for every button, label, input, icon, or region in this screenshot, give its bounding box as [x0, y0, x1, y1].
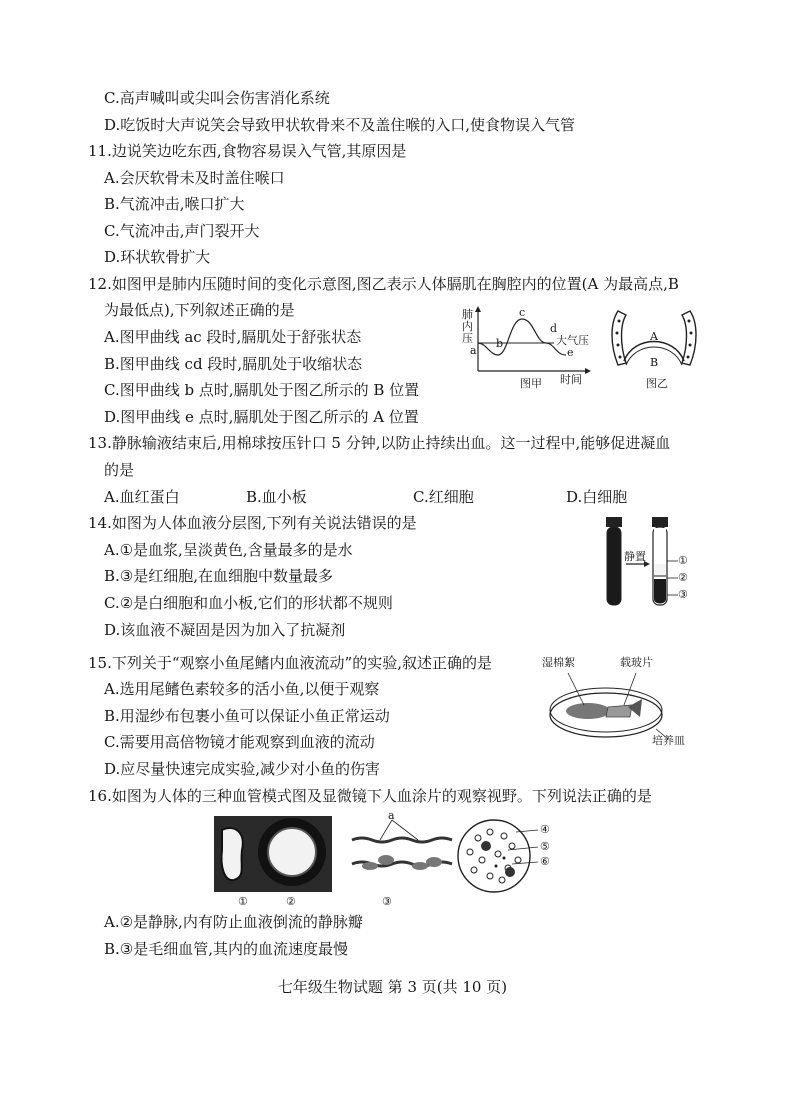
q16-fig-smear-label-4: ④ [540, 823, 550, 836]
blood-vessels-diagram [212, 810, 572, 908]
q13-option-b: B.血小板 [246, 488, 307, 506]
q16-fig-vessel-label-2: ② [286, 895, 296, 908]
q15-option-c: C.需要用高倍物镜才能观察到血液的流动 [104, 733, 375, 751]
q11-option-c: C.气流冲击,声门裂开大 [104, 222, 260, 240]
q12-fig-b-caption: 图乙 [646, 377, 668, 390]
q14-option-c: C.②是白细胞和血小板,它们的形状都不规则 [104, 594, 393, 612]
q12-stem-line2: 为最低点),下列叙述正确的是 [104, 301, 295, 319]
q12-option-a: A.图甲曲线 ac 段时,膈肌处于舒张状态 [104, 328, 362, 346]
q16-stem: 16.如图为人体的三种血管模式图及显微镜下人血涂片的观察视野。下列说法正确的是 [88, 787, 652, 805]
q12-fig-a-ylabel-2: 内 [462, 320, 473, 333]
q12-fig-a-xlabel: 时间 [560, 373, 582, 386]
q12-fig-a-point-b: b [496, 337, 504, 350]
q10-option-d: D.吃饭时大声说笑会导致甲状软骨来不及盖住喉的入口,使食物误入气管 [104, 116, 576, 134]
q14-fig-label-1: ① [678, 554, 688, 567]
q12-option-d: D.图甲曲线 e 点时,膈肌处于图乙所示的 A 位置 [104, 408, 419, 426]
q12-fig-a-ylabel-1: 肺 [462, 308, 473, 321]
q12-fig-a-caption: 图甲 [520, 377, 542, 390]
q15-option-b: B.用湿纱布包裹小鱼可以保证小鱼正常运动 [104, 707, 390, 725]
q14-option-a: A.①是血浆,呈淡黄色,含量最多的是水 [104, 541, 353, 559]
q13-option-c: C.红细胞 [413, 488, 474, 506]
q12-fig-a-point-a: a [470, 344, 477, 357]
q16-fig-label-a: a [388, 809, 395, 822]
q15-figure [528, 655, 700, 750]
q11-option-d: D.环状软骨扩大 [104, 248, 211, 266]
q12-fig-a-point-e: e [567, 346, 574, 359]
q11-stem: 11.边说笑边吃东西,食物容易误入气管,其原因是 [88, 142, 407, 160]
q14-fig-label-3: ③ [678, 588, 688, 601]
q13-stem-line1: 13.静脉输液结束后,用棉球按压针口 5 分钟,以防止持续出血。这一过程中,能够促进凝血 [88, 434, 671, 452]
q12-fig-a-point-c: c [519, 306, 526, 319]
q12-fig-b-label-a: A [650, 330, 658, 343]
q14-option-b: B.③是红细胞,在血细胞中数量最多 [104, 567, 334, 585]
q15-stem: 15.下列关于“观察小鱼尾鳍内血液流动”的实验,叙述正确的是 [88, 654, 492, 672]
q12-fig-a-line-label: 大气压 [556, 334, 589, 347]
q10-option-c: C.高声喊叫或尖叫会伤害消化系统 [104, 89, 330, 107]
q14-option-d: D.该血液不凝固是因为加入了抗凝剂 [104, 621, 346, 639]
q12-stem-line1: 12.如图甲是肺内压随时间的变化示意图,图乙表示人体膈肌在胸腔内的位置(A 为最高点,B [88, 275, 679, 293]
q12-option-b: B.图甲曲线 cd 段时,膈肌处于收缩状态 [104, 355, 363, 373]
q16-fig-vessel-label-1: ① [238, 895, 248, 908]
q12-option-c: C.图甲曲线 b 点时,膈肌处于图乙所示的 B 位置 [104, 381, 420, 399]
q11-option-b: B.气流冲击,喉口扩大 [104, 195, 245, 213]
q14-fig-arrow-label: 静置 [624, 550, 646, 563]
q13-option-a: A.血红蛋白 [104, 488, 180, 506]
q14-figure [598, 515, 703, 610]
q15-fig-label-dish: 培养皿 [652, 734, 685, 747]
q11-option-a: A.会厌软骨未及时盖住喉口 [104, 169, 285, 187]
q14-fig-label-2: ② [678, 571, 688, 584]
q12-fig-a-point-d: d [550, 322, 558, 335]
q12-figure-a [462, 305, 592, 390]
q12-fig-a-ylabel-3: 压 [462, 332, 473, 345]
q14-stem: 14.如图为人体血液分层图,下列有关说法错误的是 [88, 514, 417, 532]
q15-fig-label-gauze: 湿棉絮 [542, 656, 575, 669]
q13-option-d: D.白细胞 [566, 488, 628, 506]
q16-fig-smear-label-6: ⑥ [540, 855, 550, 868]
q16-fig-vessel-label-3: ③ [382, 895, 392, 908]
q16-figure [212, 810, 572, 908]
q15-option-d: D.应尽量快速完成实验,减少对小鱼的伤害 [104, 760, 381, 778]
page-footer: 七年级生物试题 第 3 页(共 10 页) [277, 978, 508, 996]
q15-fig-label-slide: 载玻片 [620, 656, 653, 669]
q12-figure-b [604, 305, 704, 390]
q12-fig-b-label-b: B [650, 356, 659, 369]
q16-fig-smear-label-5: ⑤ [540, 840, 550, 853]
q16-option-a: A.②是静脉,内有防止血液倒流的静脉瓣 [104, 913, 363, 931]
q13-stem-line2: 的是 [104, 461, 135, 479]
q16-option-b: B.③是毛细血管,其内的血流速度最慢 [104, 940, 349, 958]
q15-option-a: A.选用尾鳍色素较多的活小鱼,以便于观察 [104, 680, 380, 698]
